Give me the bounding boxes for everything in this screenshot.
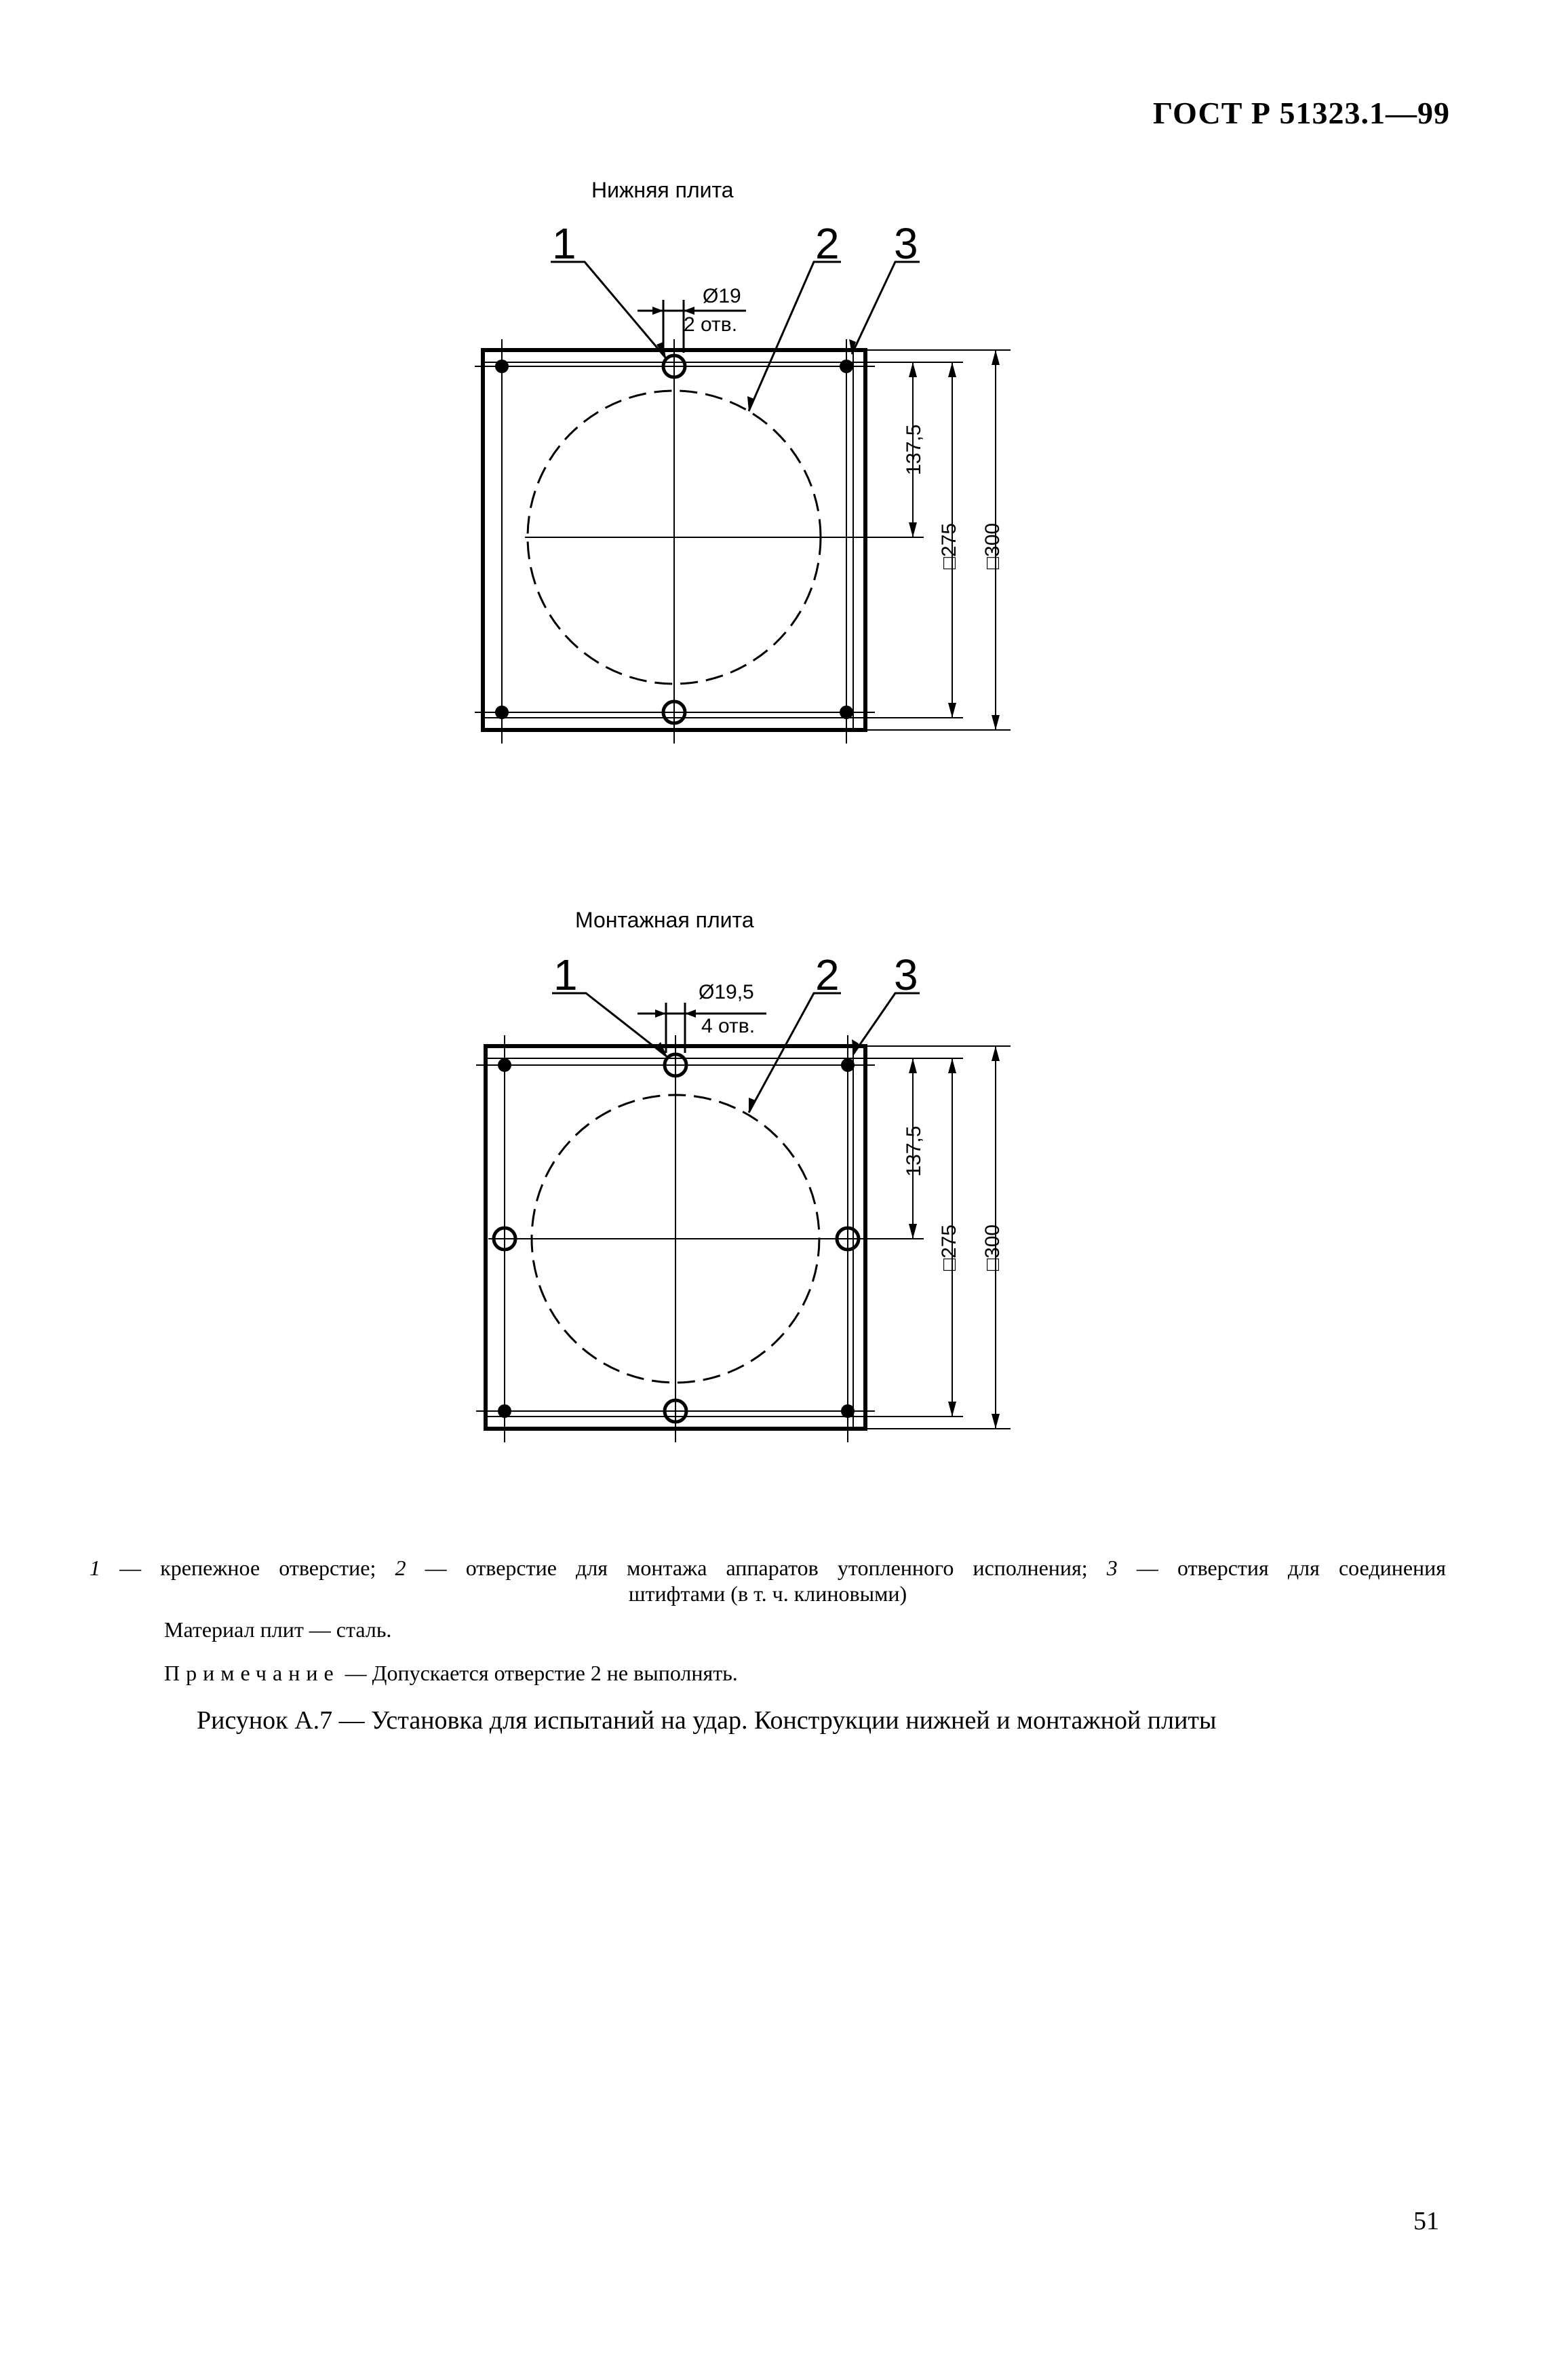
standard-header: ГОСТ Р 51323.1—99 — [1153, 96, 1450, 130]
lower-callout-2: 2 — [815, 219, 840, 268]
mounting-dim-half: 137,5 — [903, 1125, 925, 1177]
mounting-plate-title: Монтажная плита — [575, 908, 754, 932]
note — [164, 1661, 738, 1686]
mounting-callout-1: 1 — [553, 950, 578, 999]
lower-callout-3: 3 — [894, 219, 918, 268]
mounting-dim-outer: □300 — [981, 1224, 1004, 1271]
page-number: 51 — [1413, 2207, 1439, 2235]
legend-text-3: — отверстия для соединения — [1117, 1556, 1447, 1580]
legend-text-2: — отверстие для монтажа аппаратов утопленного исполнения; — [406, 1556, 1107, 1580]
mounting-hole-count: 4 отв. — [701, 1015, 756, 1037]
figure-legend — [90, 1555, 1446, 1606]
mounting-callout-3: 3 — [894, 950, 918, 999]
figure-caption: Рисунок А.7 — Установка для испытаний на удар. Конструкции нижней и монтажной плиты — [197, 1706, 1217, 1735]
lower-dim-inner: □275 — [938, 522, 960, 570]
material-text: Материал плит — сталь. — [164, 1617, 392, 1642]
legend-line-1 — [90, 1555, 1446, 1581]
note-label: Примечание — [164, 1661, 340, 1685]
legend-num-3: 3 — [1106, 1556, 1118, 1580]
legend-text-1: — крепежное отверстие; — [100, 1556, 395, 1580]
legend-line-2: штифтами (в т. ч. клиновыми) — [628, 1581, 907, 1606]
lower-dim-outer: □300 — [981, 522, 1004, 570]
mounting-dim-inner: □275 — [938, 1224, 960, 1271]
note-text: — Допускается отверстие 2 не выполнять. — [339, 1661, 738, 1685]
lower-dim-half: 137,5 — [903, 424, 925, 476]
lower-plate-title: Нижняя плита — [591, 178, 734, 202]
mounting-callout-2: 2 — [815, 950, 840, 999]
lower-hole-count: 2 отв. — [684, 313, 738, 336]
legend-num-1: 1 — [90, 1556, 100, 1580]
lower-hole-diameter: Ø19 — [703, 285, 741, 307]
legend-num-2: 2 — [395, 1556, 406, 1580]
lower-callout-1: 1 — [552, 219, 576, 268]
mounting-hole-diameter: Ø19,5 — [699, 981, 754, 1003]
